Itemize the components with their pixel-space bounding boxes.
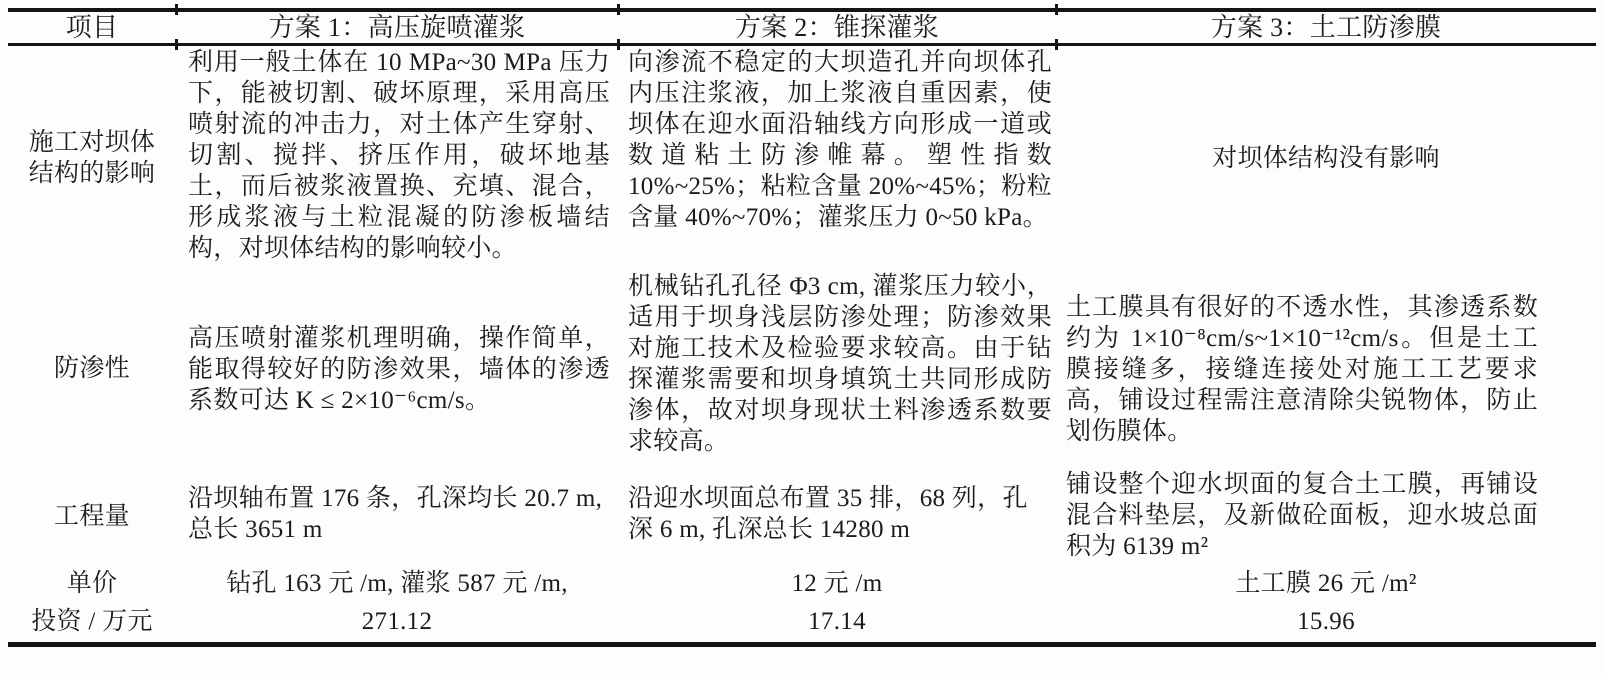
cell-investment-scheme1: 271.12	[361, 608, 433, 635]
column-boundary-tick	[175, 39, 178, 50]
scheme-comparison-table	[8, 8, 1596, 647]
cell-quantity-scheme2: 沿迎水坝面总布置 35 排，68 列，孔深 6 m, 孔深总长 14280 m	[628, 485, 1028, 543]
header-scheme2-cone-grouting: 方案 2：锥探灌浆	[734, 13, 940, 42]
row-label-text: 防渗性	[54, 355, 130, 382]
row-label-work-quantity	[8, 467, 176, 565]
cell-seepage-scheme3: 土工膜具有很好的不透水性，其渗透系数约为 1×10⁻⁸cm/s~1×10⁻¹²cm/s。但是土工膜接缝多，接缝连接处对施工工艺要求高，铺设过程需注意清除尖锐物体，防止划伤膜体。	[1066, 294, 1538, 445]
table-row-unit-price	[8, 565, 1596, 601]
row-label-text: 施工对坝体结构的影响	[28, 129, 156, 187]
cell-price-scheme2: 12 元 /m	[791, 569, 883, 597]
column-boundary-tick	[175, 4, 178, 15]
row-label-text: 单价	[66, 569, 118, 597]
table-row-structural-impact	[8, 46, 1596, 270]
column-boundary-tick	[617, 39, 620, 50]
header-scheme1-jet-grouting: 方案 1：高压旋喷灌浆	[268, 13, 526, 42]
cell-impact-scheme1: 利用一般土体在 10 MPa~30 MPa 压力下，能被切割、破坏原理，采用高压喷射流的冲击力，对土体产生穿射、切割、搅拌、挤压作用，破坏地基土，而后被浆液置换、充填、混合，形成浆液与土粒混凝的防渗板墙结构，对坝体结构的影响较小。	[188, 49, 610, 262]
row-label-text: 投资 / 万元	[31, 608, 153, 635]
header-scheme3-geomembrane: 方案 3：土工防渗膜	[1210, 13, 1442, 42]
table-header-row	[8, 12, 1596, 43]
table-header-rule	[8, 43, 1596, 46]
column-boundary-tick	[1055, 39, 1058, 50]
cell-seepage-scheme1: 高压喷射灌浆机理明确，操作简单，能取得较好的防渗效果，墙体的渗透系数可达 K ≤ 2×10⁻⁶cm/s。	[188, 325, 610, 414]
row-label-investment	[8, 601, 176, 642]
cell-impact-scheme2: 向渗流不稳定的大坝造孔并向坝体孔内压注浆液，加上浆液自重因素，使坝体在迎水面沿轴线方向形成一道或数道粘土防渗帷幕。塑性指数 10%~25%；粘粒含量 20%~45%；粉粒含量 40%~70%；灌浆压力 0~50 kPa。	[628, 49, 1052, 231]
cell-impact-scheme3: 对坝体结构没有影响	[1212, 144, 1440, 172]
table-bottom-rule	[8, 642, 1596, 647]
row-label-text: 工程量	[54, 502, 130, 530]
scanned-document-page	[0, 8, 1604, 678]
row-label-structural-impact	[8, 46, 176, 270]
cell-price-scheme1: 钻孔 163 元 /m, 灌浆 587 元 /m,	[226, 569, 568, 597]
cell-price-scheme3: 土工膜 26 元 /m²	[1235, 569, 1417, 597]
table-top-rule	[8, 8, 1596, 12]
table-row-work-quantity	[8, 467, 1596, 565]
cell-seepage-scheme2: 机械钻孔孔径 Φ3 cm, 灌浆压力较小，适用于坝身浅层防渗处理；防渗效果对施工技术及检验要求较高。由于钻探灌浆需要和坝身填筑土共同形成防渗体，故对坝身现状土料渗透系数要求较高。	[628, 273, 1052, 455]
table-row-investment	[8, 601, 1596, 642]
row-label-unit-price	[8, 565, 176, 601]
cell-investment-scheme2: 17.14	[808, 608, 866, 635]
column-boundary-tick	[1055, 4, 1058, 15]
row-label-seepage-resistance	[8, 270, 176, 467]
cell-investment-scheme3: 15.96	[1297, 608, 1355, 635]
column-boundary-tick	[617, 4, 620, 15]
header-item-category: 项目	[65, 13, 119, 42]
cell-quantity-scheme1: 沿坝轴布置 176 条，孔深均长 20.7 m, 总长 3651 m	[188, 485, 603, 543]
cell-quantity-scheme3: 铺设整个迎水坝面的复合土工膜，再铺设混合料垫层，及新做砼面板，迎水坡总面积为 6139 m²	[1066, 471, 1538, 560]
table-row-seepage-resistance	[8, 270, 1596, 467]
